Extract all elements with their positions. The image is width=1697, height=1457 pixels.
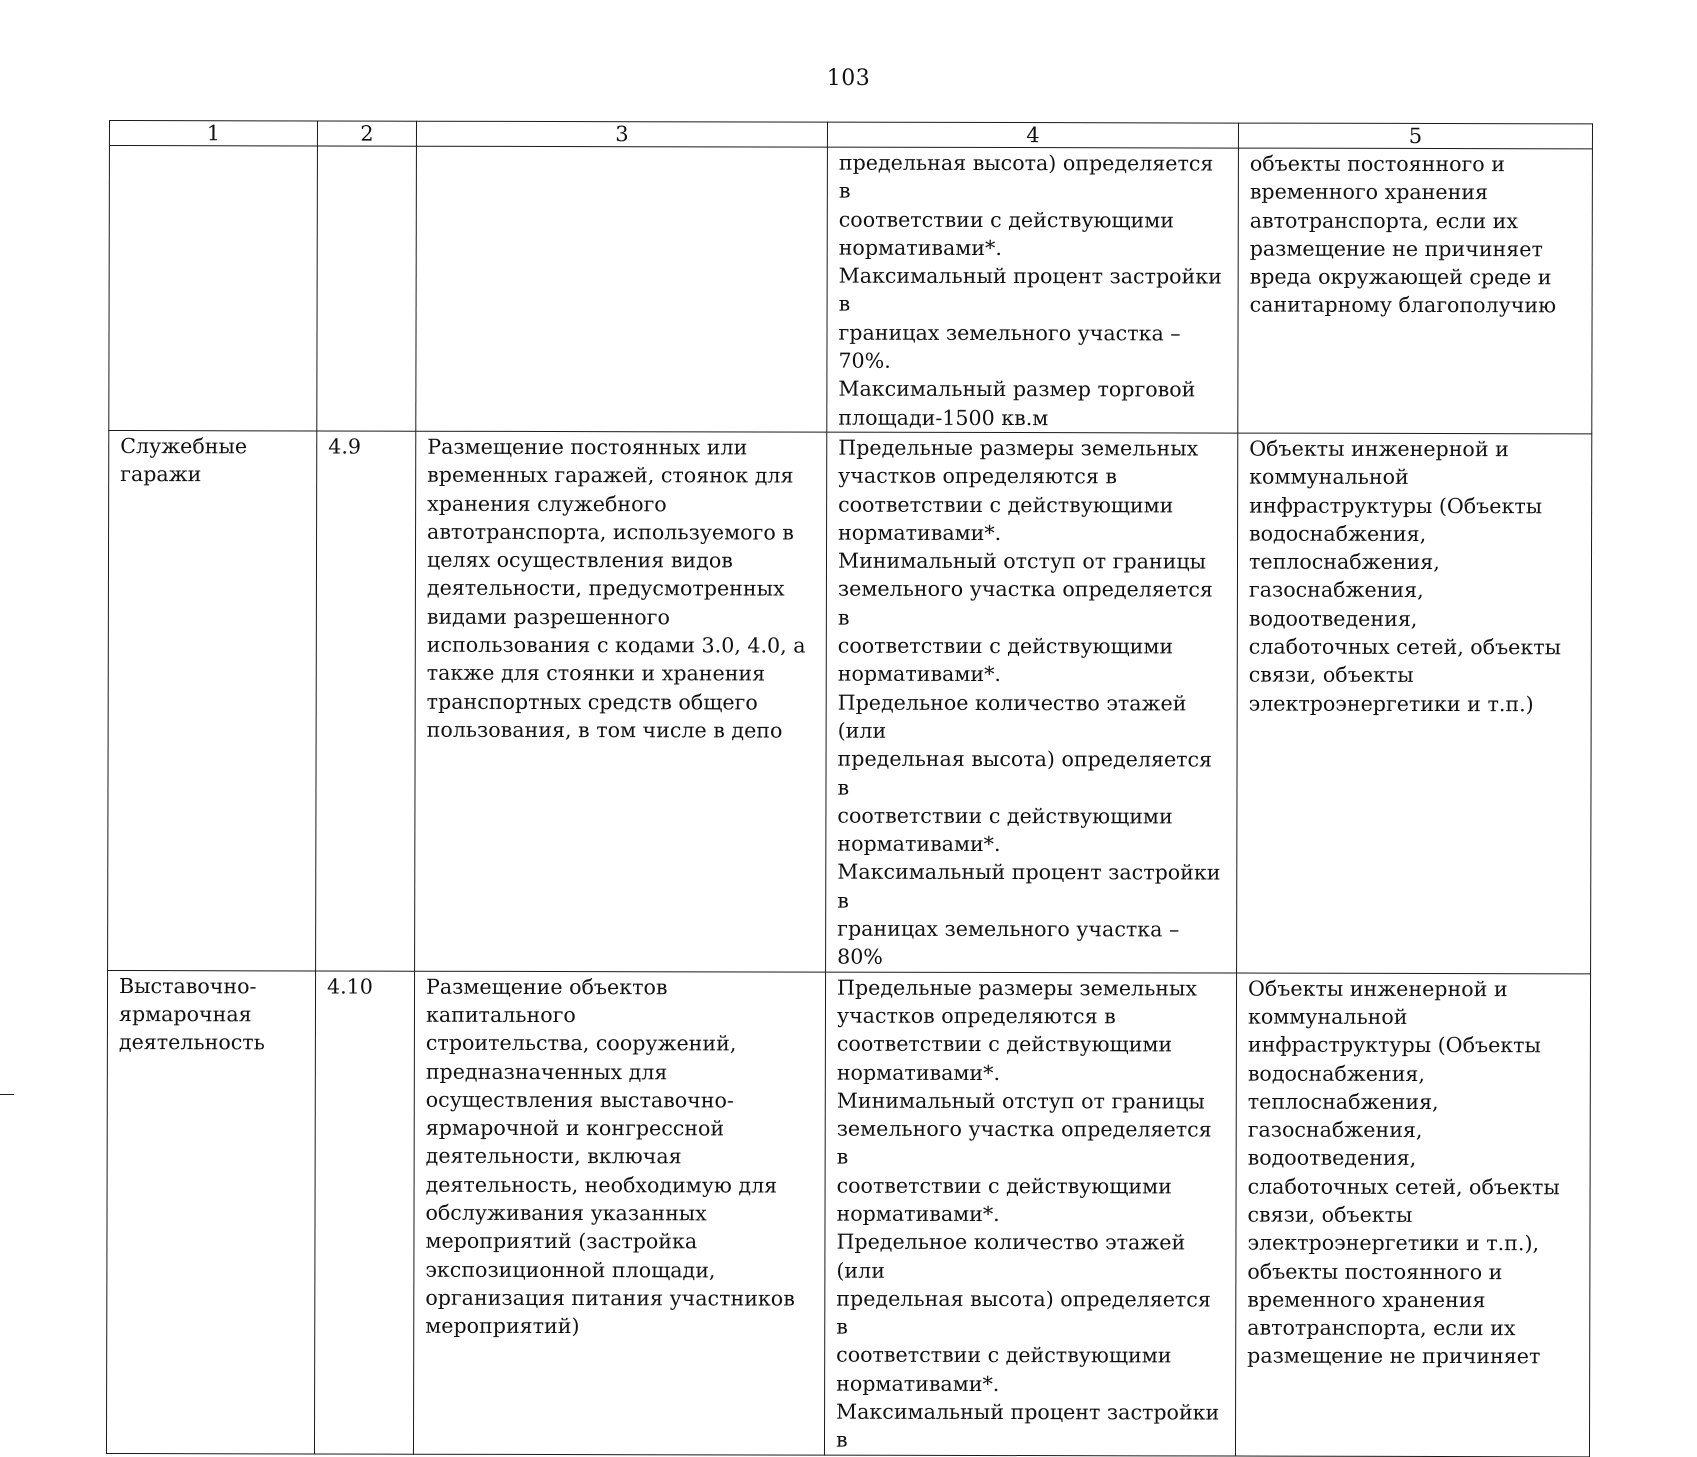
auxiliary-uses-cell: Объекты инженерной и коммунальной инфраструктуры (Объекты водоснабжения, теплоснабжения, газоснабжения, водоотведения, слаботочных сетей, объекты связи, объекты электроэнергетики и т.п.), объекты постоянного и временного хранения автотранспорта, если их размещение не причиняет (1235, 973, 1590, 1457)
land-use-table (106, 120, 1593, 1457)
header-cell-2: 2 (317, 121, 416, 146)
use-type-code-cell (317, 146, 417, 431)
use-type-code-cell: 4.10 (314, 971, 414, 1454)
header-cell-1: 1 (109, 121, 317, 146)
margin-mark (0, 1094, 14, 1095)
header-cell-4: 4 (827, 122, 1238, 148)
table-row (106, 970, 1590, 1456)
page-number: 103 (826, 66, 871, 91)
parameters-cell: предельная высота) определяется в соответствии с действующими нормативами*. Максимальный процент застройки в границах земельного участка – 70%. Максимальный размер торговой площади-1500 кв.м (827, 147, 1239, 433)
use-description-cell: Размещение объектов капитального строительства, сооружений, предназначенных для осуществления выставочно- ярмарочной и конгрессной деятельности, включая деятельность, необходимую для обслуживания указанных мероприятий (застройка экспозиционной площади, организация питания участников мероприятий) (413, 971, 825, 1455)
table-row (109, 146, 1593, 434)
auxiliary-uses-cell: Объекты инженерной и коммунальной инфраструктуры (Объекты водоснабжения, теплоснабжения, газоснабжения, водоотведения, слаботочных сетей, объекты связи, объекты электроэнергетики и т.п.) (1237, 433, 1592, 973)
use-type-name-cell: Выставочно- ярмарочная деятельность (106, 970, 315, 1454)
use-type-name-cell: Служебные гаражи (108, 430, 317, 970)
parameters-cell: Предельные размеры земельных участков определяются в соответствии с действующими нормативами*. Минимальный отступ от границы земельного участка определяется в соответствии с действующими нормативами*. Предельное количество этажей (или предельная высота) определяется в соответствии с действующими нормативами*. Максимальный процент застройки в (824, 972, 1236, 1456)
table-header-row (109, 121, 1592, 149)
parameters-cell: Предельные размеры земельных участков определяются в соответствии с действующими нормативами*. Минимальный отступ от границы земельного участка определяется в соответствии с действующими нормативами*. Предельное количество этажей (или предельная высота) определяется в соответствии с действующими нормативами*. Максимальный процент застройки в границах земельного участка – 80% (826, 432, 1238, 973)
use-description-cell (416, 146, 828, 432)
header-cell-5: 5 (1238, 123, 1592, 149)
table-row (108, 430, 1592, 973)
use-type-name-cell (109, 146, 318, 431)
auxiliary-uses-cell: объекты постоянного и временного хранения автотранспорта, если их размещение не причиняет вреда окружающей среде и санитарному благополучию (1238, 148, 1593, 434)
use-description-cell: Размещение постоянных или временных гаражей, стоянок для хранения служебного автотранспорта, используемого в целях осуществления видов деятельности, предусмотренных видами разрешенного использования с кодами 3.0, 4.0, а также для стоянки и хранения транспортных средств общего пользования, в том числе в депо (415, 431, 827, 972)
header-cell-3: 3 (416, 121, 827, 147)
use-type-code-cell: 4.9 (316, 431, 416, 971)
